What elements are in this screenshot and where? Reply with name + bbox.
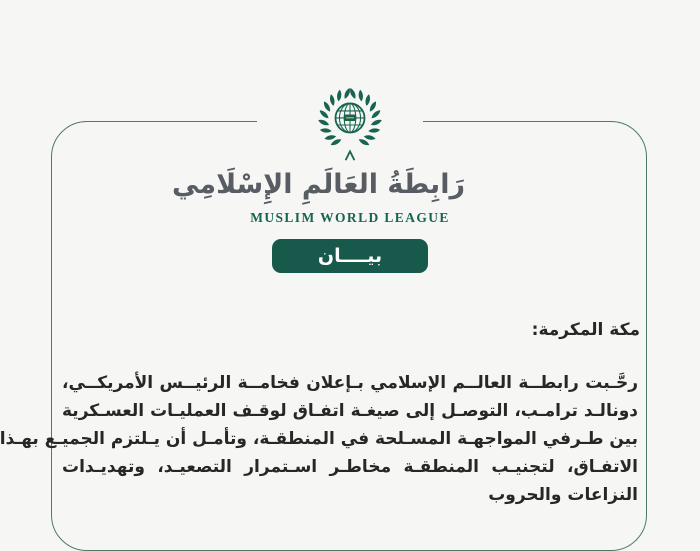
statement-paragraph — [0, 369, 638, 509]
statement-line: بين طـرفي المواجهـة المسـلحة في المنطقـة، وتأمـل أن يـلتزم الجميـع بهـذا — [0, 429, 638, 449]
logo-latin-name: MUSLIM WORLD LEAGUE — [250, 210, 450, 225]
globe-center-gold-line — [346, 117, 354, 118]
statement-line: النزاعات والحروب — [488, 485, 638, 505]
mwl-globe-wreath-logo — [306, 86, 394, 164]
wreath-stem — [346, 151, 355, 160]
statement-banner-label: بيــــان — [317, 245, 383, 267]
statement-line: رحَّـبت رابطــة العالــم الإسلامي بـإعلان فخامــة الرئيــس الأمريكــي، — [62, 373, 638, 393]
statement-banner — [272, 239, 428, 273]
logo-arabic-calligraphy: رَابِطَةُ العَالَمِ الإِسْلَامِي — [172, 169, 465, 200]
statement-line: دونالـد ترامـب، التوصـل إلى صيغـة اتفـاق لوقـف العمليـات العسـكرية — [62, 401, 638, 421]
statement-line: الاتفـاق، لتجنيـب المنطقـة مخاطـر اسـتمرار التصعيـد، وتهديـدات — [62, 457, 638, 477]
location-heading: مكة المكرمة: — [531, 320, 640, 340]
